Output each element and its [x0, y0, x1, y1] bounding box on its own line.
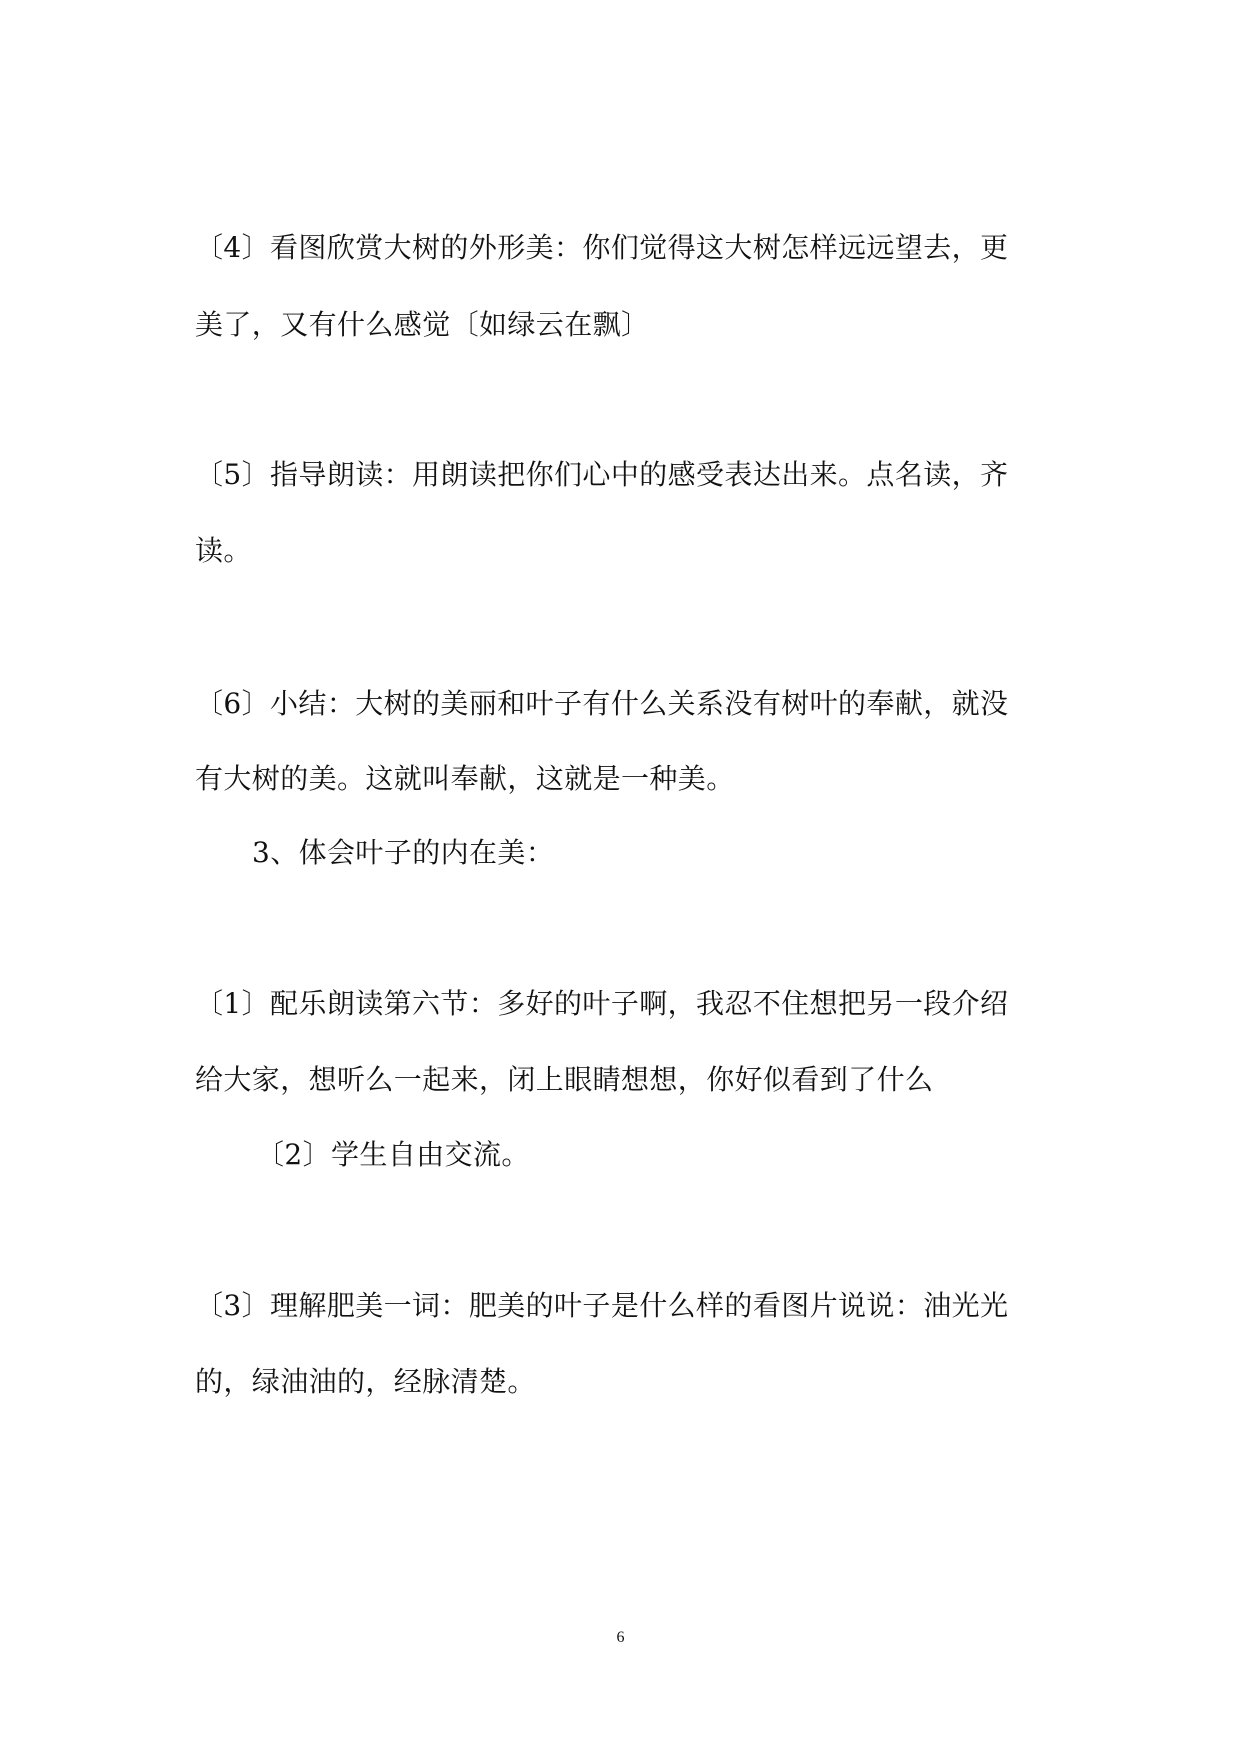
- section-heading-3: 3、体会叶子的内在美：: [252, 836, 555, 869]
- item-3-line-1: 〔3〕理解肥美一词：肥美的叶子是什么样的看图片说说：油光光: [195, 1289, 1009, 1322]
- paragraph-6-line-2: 有大树的美。这就叫奉献，这就是一种美。: [195, 762, 735, 795]
- paragraph-4-line-2: 美了，又有什么感觉〔如绿云在飘〕: [195, 308, 650, 341]
- paragraph-5-line-2: 读。: [195, 534, 252, 567]
- item-2: 〔2〕学生自由交流。: [256, 1138, 530, 1171]
- item-1-line-1: 〔1〕配乐朗读第六节：多好的叶子啊，我忍不住想把另一段介绍: [195, 987, 1009, 1020]
- paragraph-5-line-1: 〔5〕指导朗读：用朗读把你们心中的感受表达出来。点名读，齐: [195, 458, 1009, 491]
- item-1-line-2: 给大家，想听么一起来，闭上眼睛想想，你好似看到了什么: [195, 1063, 934, 1096]
- paragraph-4-line-1: 〔4〕看图欣赏大树的外形美：你们觉得这大树怎样远远望去，更: [195, 231, 1009, 264]
- paragraph-6-line-1: 〔6〕小结：大树的美丽和叶子有什么关系没有树叶的奉献，就没: [195, 687, 1009, 720]
- item-3-line-2: 的，绿油油的，经脉清楚。: [195, 1365, 536, 1398]
- page-number: 6: [616, 1629, 625, 1646]
